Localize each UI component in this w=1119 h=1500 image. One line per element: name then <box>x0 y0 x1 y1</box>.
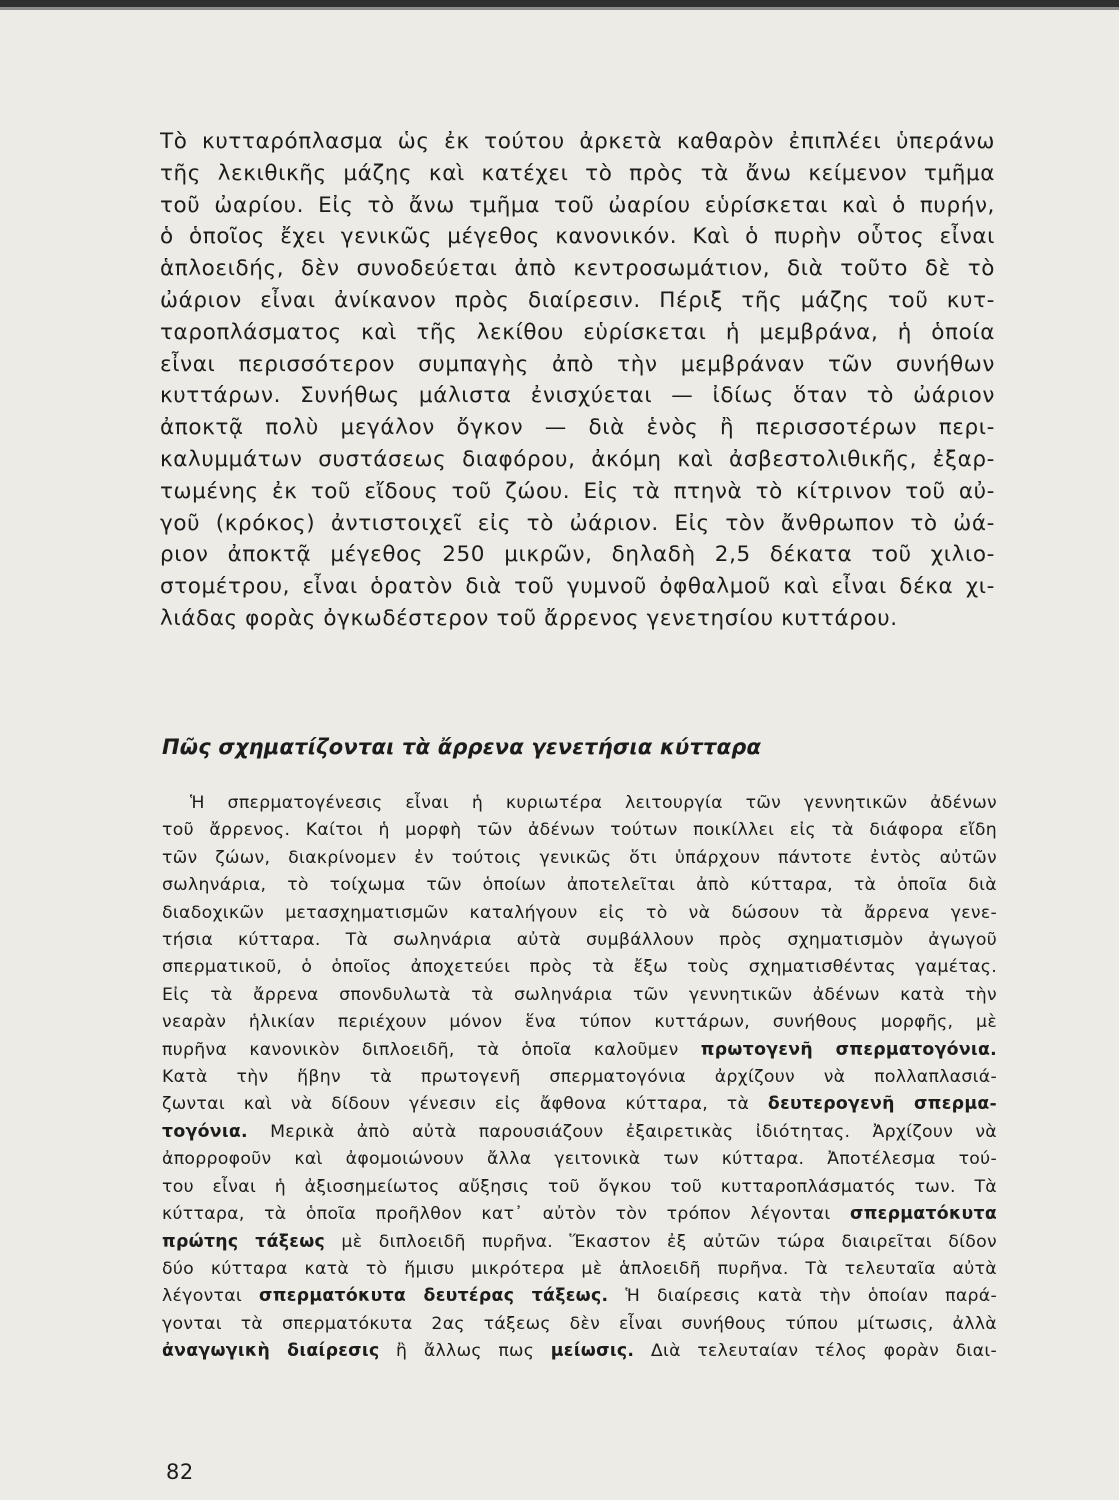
text-run: λέγονται <box>162 1286 260 1307</box>
text-run: Ἡ διαίρεσις κατὰ τὴν ὁποίαν παρά- <box>608 1286 997 1307</box>
paragraph-ovum <box>160 126 995 635</box>
text-line <box>162 1256 997 1283</box>
text-line <box>162 1091 997 1118</box>
text-line: ὁ ὁποῖος ἔχει γενικῶς μέγεθος κανονικόν. Καὶ ὁ πυρὴν οὗτος εἶναι <box>160 224 995 250</box>
text-line: τοῦ ὠαρίου. Εἰς τὸ ἄνω τμῆμα τοῦ ὠαρίου εὑρίσκεται καὶ ὁ πυρήν, <box>160 192 995 218</box>
text-line <box>162 1174 997 1201</box>
text-run: ἀπορροφοῦν καὶ ἀφομοιώνουν ἄλλα γειτονικὰ των κύτταρα. Ἀποτέλεσμα τού- <box>162 1149 997 1170</box>
text-run: νεαρὰν ἡλικίαν περιέχουν μόνον ἕνα τύπον κυττάρων, συνήθους μορφῆς, μὲ <box>162 1012 997 1033</box>
text-line <box>162 1064 997 1091</box>
text-run: Μερικὰ ἀπὸ αὐτὰ παρουσιάζουν ἐξαιρετικὰς ἰδιότητας. Ἀρχίζουν νὰ <box>247 1121 997 1142</box>
text-run: διαδοχικῶν μετασχηματισμῶν καταλήγουν εἰς τὸ νὰ δώσουν τὰ ἄρρενα γενε- <box>162 902 997 923</box>
bold-term: πρώτης τάξεως <box>162 1231 326 1252</box>
text-line <box>162 817 997 844</box>
text-run: ζωνται καὶ νὰ δίδουν γένεσιν εἰς ἄφθονα κύτταρα, τὰ <box>162 1094 768 1115</box>
text-run: του εἶναι ἡ ἀξιοσημείωτος αὔξησις τοῦ ὄγκου τοῦ κυτταροπλάσματός των. Τὰ <box>162 1176 997 1197</box>
text-run: Ἡ σπερματογένεσις εἶναι ἡ κυριωτέρα λειτουργία τῶν γεννητικῶν ἀδένων <box>190 793 997 813</box>
bold-term: μείωσις. <box>550 1341 635 1362</box>
text-line: ταροπλάσματος καὶ τῆς λεκίθου εὑρίσκεται ἡ μεμβράνα, ἡ ὁποία <box>160 319 995 345</box>
text-line <box>162 1201 997 1228</box>
text-run: μὲ διπλοειδῆ πυρῆνα. Ἕκαστον ἐξ αὐτῶν τώρα διαιρεῖται δίδον <box>325 1231 997 1252</box>
text-line: εἶναι περισσότερον συμπαγὴς ἀπὸ τὴν μεμβράναν τῶν συνήθων <box>160 351 995 377</box>
text-line: κυττάρων. Συνήθως μάλιστα ἐνισχύεται — ἰδίως ὅταν τὸ ὠάριον <box>160 383 995 409</box>
text-line: λιάδας φορὰς ὀγκωδέστερον τοῦ ἄρρενος γενετησίου κυττάρου. <box>160 605 898 631</box>
text-run: τήσια κύτταρα. Τὰ σωληνάρια αὐτὰ συμβάλλουν πρὸς σχηματισμὸν ἀγωγοῦ <box>162 930 997 951</box>
bold-term: πρωτογενῆ σπερματογόνια. <box>700 1039 997 1060</box>
bold-term: ἀναγωγικὴ διαίρεσις <box>162 1341 380 1362</box>
text-run: γονται τὰ σπερματόκυτα 2ας τάξεως δὲν εἶναι συνήθους τύπου μίτωσις, ἀλλὰ <box>162 1313 997 1334</box>
text-line <box>162 1283 997 1310</box>
text-line: τῆς λεκιθικῆς μάζης καὶ κατέχει τὸ πρὸς τὰ ἄνω κείμενον τμῆμα <box>160 160 995 186</box>
text-line <box>162 1338 997 1365</box>
text-line: ἁπλοειδής, δὲν συνοδεύεται ἀπὸ κεντροσωμάτιον, διὰ τοῦτο δὲ τὸ <box>160 256 995 282</box>
text-run: δύο κύτταρα κατὰ τὸ ἥμισυ μικρότερα μὲ ἁπλοειδῆ πυρῆνα. Τὰ τελευταῖα αὐτὰ <box>162 1258 997 1279</box>
text-line <box>162 790 997 817</box>
text-run: τῶν ζώων, διακρίνομεν ἐν τούτοις γενικῶς ὅτι ὑπάρχουν πάντοτε ἐντὸς αὐτῶν <box>162 847 997 868</box>
text-line <box>162 1119 997 1146</box>
text-line <box>162 1009 997 1036</box>
text-line: τωμένης ἐκ τοῦ εἴδους τοῦ ζώου. Εἰς τὰ πτηνὰ τὸ κίτρινον τοῦ αὐ- <box>160 478 995 504</box>
text-run: ἢ ἄλλως πως <box>379 1341 551 1362</box>
text-run: Κατὰ τὴν ἥβην τὰ πρωτογενῆ σπερματογόνια ἀρχίζουν νὰ πολλαπλασιά- <box>162 1067 997 1088</box>
text-line <box>162 927 997 954</box>
scan-top-edge <box>0 0 1119 7</box>
text-line: στομέτρου, εἶναι ὁρατὸν διὰ τοῦ γυμνοῦ ὀφθαλμοῦ καὶ εἶναι δέκα χι- <box>160 574 995 600</box>
page-number: 82 <box>166 1460 194 1484</box>
section-heading: Πῶς σχηματίζονται τὰ ἄρρενα γενετήσια κύτταρα <box>162 735 762 759</box>
bold-term: τογόνια. <box>162 1121 248 1142</box>
text-run: Εἰς τὰ ἄρρενα σπονδυλωτὰ τὰ σωληνάρια τῶν γεννητικῶν ἀδένων κατὰ τὴν <box>162 984 997 1005</box>
text-run: τοῦ ἄρρενος. Καίτοι ἡ μορφὴ τῶν ἀδένων τούτων ποικίλλει εἰς τὰ διάφορα εἴδη <box>162 820 997 841</box>
text-line <box>162 1229 997 1256</box>
text-line: ἀποκτᾷ πολὺ μεγάλον ὄγκον — διὰ ἑνὸς ἢ περισσοτέρων περι- <box>160 415 995 441</box>
bold-term: δευτερογενῆ σπερμα- <box>767 1094 997 1115</box>
text-line <box>162 1146 997 1173</box>
text-run: σπερματικοῦ, ὁ ὁποῖος ἀποχετεύει πρὸς τὰ ἔξω τοὺς σχηματισθέντας γαμέτας. <box>162 957 997 978</box>
scan-top-edge-shadow <box>0 7 1119 10</box>
text-run: πυρῆνα κανονικὸν διπλοειδῆ, τὰ ὁποῖα καλοῦμεν <box>162 1039 701 1060</box>
text-line <box>162 872 997 899</box>
text-run: κύτταρα, τὰ ὁποῖα προῆλθον κατ᾽ αὐτὸν τὸν τρόπον λέγονται <box>162 1204 850 1225</box>
bold-term: σπερματόκυτα <box>849 1204 997 1225</box>
text-run: Διὰ τελευταίαν τέλος φορὰν διαι- <box>634 1341 997 1362</box>
text-line <box>162 1311 997 1338</box>
text-line: ριον ἀποκτᾷ μέγεθος 250 μικρῶν, δηλαδὴ 2,5 δέκατα τοῦ χιλιο- <box>160 542 995 568</box>
text-line <box>162 845 997 872</box>
paragraph-spermatogenesis <box>162 790 997 1366</box>
text-line: καλυμμάτων συστάσεως διαφόρου, ἀκόμη καὶ ἀσβεστολιθικῆς, ἐξαρ- <box>160 446 995 472</box>
text-line <box>162 982 997 1009</box>
text-line: γοῦ (κρόκος) ἀντιστοιχεῖ εἰς τὸ ὠάριον. Εἰς τὸν ἄνθρωπον τὸ ὠά- <box>160 510 995 536</box>
text-line <box>162 900 997 927</box>
text-line: Τὸ κυτταρόπλασμα ὡς ἐκ τούτου ἀρκετὰ καθαρὸν ἐπιπλέει ὑπεράνω <box>160 129 995 154</box>
text-run: σωληνάρια, τὸ τοίχωμα τῶν ὁποίων ἀποτελεῖται ἀπὸ κύτταρα, τὰ ὁποῖα διὰ <box>162 875 997 896</box>
text-line: ὠάριον εἶναι ἀνίκανον πρὸς διαίρεσιν. Πέριξ τῆς μάζης τοῦ κυτ- <box>160 287 995 313</box>
text-line <box>162 1037 997 1064</box>
bold-term: σπερματόκυτα δευτέρας τάξεως. <box>259 1286 609 1307</box>
text-line <box>162 954 997 981</box>
